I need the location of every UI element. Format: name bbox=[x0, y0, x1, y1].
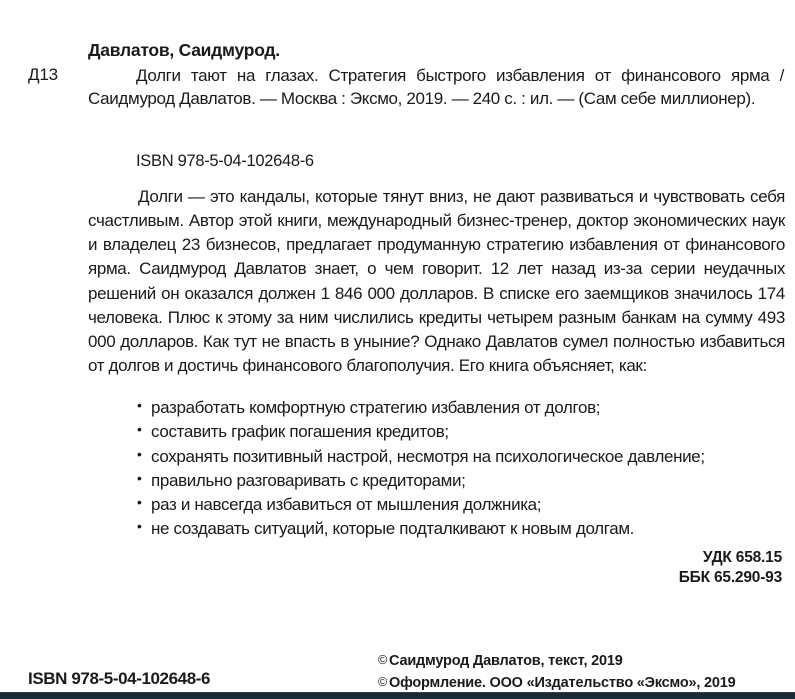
record-author-heading: Давлатов, Саидмурод. bbox=[88, 40, 280, 60]
list-item: • правильно разговаривать с кредиторами; bbox=[137, 469, 777, 493]
copyright-icon: © bbox=[378, 675, 388, 690]
list-item: • сохранять позитивный настрой, несмотря на психологическое давление; bbox=[137, 445, 777, 469]
copyright-text-publisher: Оформление. ООО «Издательство «Эксмо», 2019 bbox=[389, 675, 736, 692]
benefits-list bbox=[137, 396, 777, 542]
list-item: • разработать комфортную стратегию избавления от долгов; bbox=[137, 396, 777, 420]
copyright-text-author: Саидмурод Давлатов, текст, 2019 bbox=[389, 653, 623, 669]
list-item: • не создавать ситуаций, которые подталкивают к новым долгам. bbox=[137, 517, 777, 541]
bottom-rule bbox=[0, 693, 795, 699]
record-description: Долги тают на глазах. Стратегия быстрого избавления от финансового ярма / Саидмурод Давлатов. — Москва : Эксмо, 2019. — 240 с. : ил. — (Сам себе миллионер). bbox=[88, 65, 784, 109]
classification-codes bbox=[679, 548, 782, 589]
list-item: • раз и навсегда избавиться от мышления должника; bbox=[137, 493, 777, 517]
list-item: • составить график погашения кредитов; bbox=[137, 420, 777, 444]
copyright-line-design bbox=[378, 672, 736, 694]
annotation-paragraph: Долги — это кандалы, которые тянут вниз, не дают развиваться и чувствовать себя счастливым. Автор этой книги, международный бизнес-тренер, доктор экономических наук и владелец 23 бизнесов, предлагает продуманную стратегию избавления от финансового ярма. Саидмурод Давлатов знает, о чем говорит. 12 лет назад из-за серии неудачных решений он оказался должен 1 846 000 долларов. В списке его заемщиков значилось 174 человека. Плюс к этому за ним числились кредиты четырем разным банкам на сумму 493 000 долларов. Как тут не впасть в уныние? Однако Давлатов сумел полностью избавиться от долгов и достичь финансового благополучия. Его книга объясняет, как: bbox=[88, 187, 785, 375]
shelf-mark: Д13 bbox=[28, 65, 58, 84]
bbk-code: ББК 65.290-93 bbox=[678, 569, 782, 587]
footer-isbn: ISBN 978-5-04-102648-6 bbox=[28, 669, 211, 688]
copyright-icon: © bbox=[378, 653, 388, 667]
record-isbn: ISBN 978-5-04-102648-6 bbox=[136, 152, 314, 170]
udk-code: УДК 658.15 bbox=[702, 549, 782, 566]
bibliographic-record bbox=[88, 40, 784, 111]
copyright-line-text bbox=[378, 650, 736, 672]
copyright-block bbox=[378, 650, 736, 694]
